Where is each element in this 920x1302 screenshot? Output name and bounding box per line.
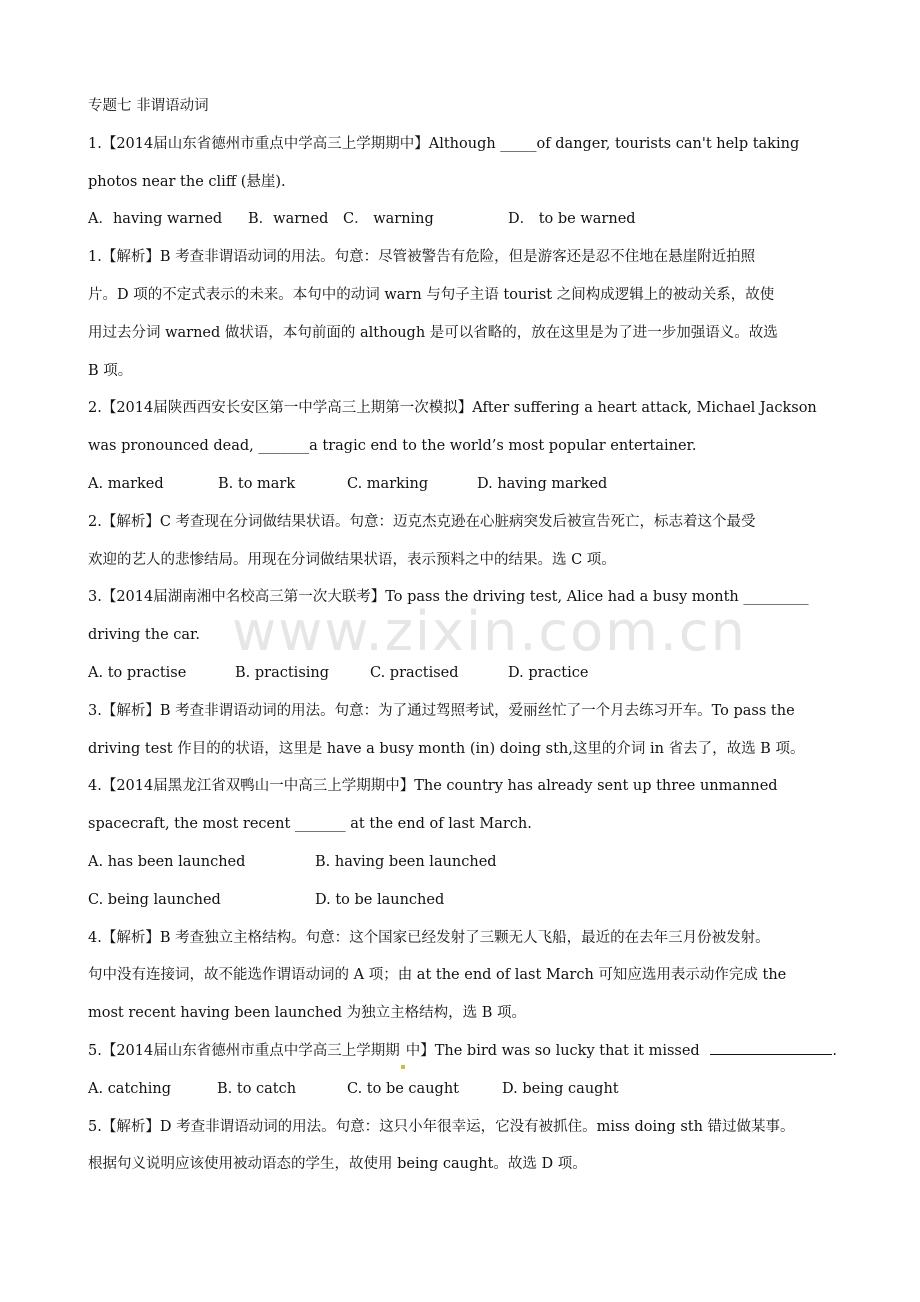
question-1-options (88, 201, 840, 239)
analysis-3-line-1: 3.【解析】B 考查非谓语动词的用法。句意：为了通过驾照考试，爱丽丝忙了一个月去练习开车。To pass the (88, 702, 795, 719)
question-5-stem (88, 1033, 840, 1071)
option-c: C. to be caught (347, 1080, 459, 1097)
analysis-4-line-3: most recent having been launched 为独立主格结构，选 B 项。 (88, 1005, 527, 1022)
question-1-stem-line-2: photos near the cliff (悬崖). (88, 173, 286, 190)
question-2-options (88, 466, 840, 504)
option-a: A. catching (88, 1080, 171, 1097)
question-2-stem-line-2: was pronounced dead, _______a tragic end to the world’s most popular entertainer. (88, 438, 697, 455)
analysis-4-line-2: 句中没有连接词，故不能选作谓语动词的 A 项；由 at the end of last March 可知应选用表示动作完成 the (88, 967, 787, 984)
question-5-stem-end: . (832, 1042, 837, 1059)
option-d: D. to be launched (315, 891, 445, 908)
option-d: D. having marked (477, 475, 608, 492)
analysis-1-line-3: 用过去分词 warned 做状语，本句前面的 although 是可以省略的，放在这里是为了进一步加强语义。故选 (88, 324, 778, 341)
analysis-2-line-1: 2.【解析】C 考查现在分词做结果状语。句意：迈克杰克逊在心脏病突发后被宣告死亡，标志着这个最受 (88, 513, 756, 530)
option-c: C. marking (347, 475, 429, 492)
question-4-stem-line-1: 4.【2014届黑龙江省双鸭山一中高三上学期期中】The country has already sent up three unmanned (88, 778, 778, 795)
question-1-stem-line-1: 1.【2014届山东省德州市重点中学高三上学期期中】Although _____of danger, tourists can't help taking (88, 135, 800, 152)
question-4-stem-line-2: spacecraft, the most recent _______ at the end of last March. (88, 816, 532, 833)
question-4-options-row-2 (88, 882, 840, 920)
analysis-5-line-1: 5.【解析】D 考查非谓语动词的用法。句意：这只小年很幸运，它没有被抓住。miss doing sth 错过做某事。 (88, 1118, 795, 1135)
option-d: D． to be warned (508, 211, 636, 228)
document-page (88, 88, 840, 1184)
question-3-stem-line-2: driving the car. (88, 627, 200, 644)
analysis-5-line-2: 根据句义说明应该使用被动语态的学生，故使用 being caught。故选 D 项。 (88, 1156, 587, 1173)
option-b: B. having been launched (315, 853, 497, 870)
analysis-4-line-1: 4.【解析】B 考查独立主格结构。句意：这个国家已经发射了三颗无人飞船，最近的在去年三月份被发射。 (88, 929, 770, 946)
analysis-2-line-2: 欢迎的艺人的悲惨结局。用现在分词做结果状语，表示预料之中的结果。选 C 项。 (88, 551, 616, 568)
option-c: C. practised (370, 664, 459, 681)
question-5-options (88, 1071, 840, 1109)
section-title: 专题七 非谓语动词 (88, 98, 209, 114)
option-a: A．having warned (88, 211, 223, 228)
question-3-options (88, 655, 840, 693)
analysis-1-line-2: 片。D 项的不定式表示的未来。本句中的动词 warn 与句子主语 tourist 之间构成逻辑上的被动关系，故使 (88, 286, 775, 303)
option-b: B．warned (248, 211, 329, 228)
watermark: www.zixin.com.cn (232, 600, 747, 663)
option-c: C. being launched (88, 891, 221, 908)
option-d: D. practice (508, 664, 589, 681)
analysis-3-line-2: driving test 作目的的状语，这里是 have a busy month (in) doing sth,这里的介词 in 省去了，故选 B 项。 (88, 740, 805, 757)
question-4-options-row-1 (88, 844, 840, 882)
question-5-stem-part-1: 5.【2014届山东省德州市重点中学高三上学期期 (88, 1042, 400, 1059)
question-5-stem-part-2: 中】The bird was so lucky that it missed (405, 1042, 700, 1059)
question-3-stem-line-1: 3.【2014届湖南湘中名校高三第一次大联考】To pass the driving test, Alice had a busy month _________ (88, 589, 809, 606)
option-d: D. being caught (502, 1080, 619, 1097)
analysis-1-line-4: B 项。 (88, 362, 133, 379)
option-b: B. practising (235, 664, 330, 681)
option-a: A. has been launched (88, 853, 246, 870)
option-b: B. to mark (218, 475, 296, 492)
option-b: B. to catch (217, 1080, 297, 1097)
question-2-stem-line-1: 2.【2014届陕西西安长安区第一中学高三上期第一次模拟】After suffering a heart attack, Michael Jackson (88, 400, 817, 417)
option-a: A. marked (88, 475, 164, 492)
analysis-1-line-1: 1.【解析】B 考查非谓语动词的用法。句意：尽管被警告有危险，但是游客还是忍不住地在悬崖附近拍照 (88, 249, 756, 266)
option-c: C． warning (343, 211, 434, 228)
answer-blank (710, 1039, 832, 1055)
option-a: A. to practise (88, 664, 187, 681)
highlight-dot (401, 1065, 405, 1069)
